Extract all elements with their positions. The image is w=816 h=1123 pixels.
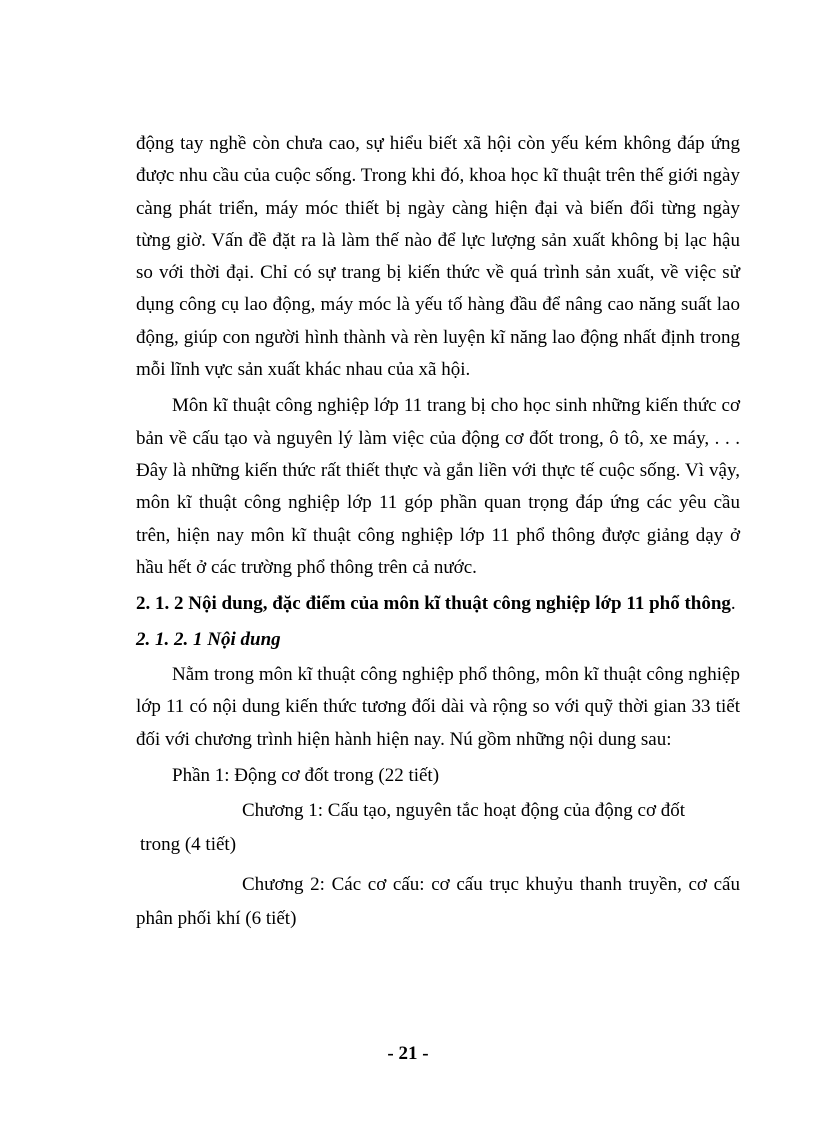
section-heading-period: . xyxy=(730,593,736,615)
chapter-2-line-2: phân phối khí (6 tiết) xyxy=(136,908,297,930)
body-paragraph-2: Môn kĩ thuật công nghiệp lớp 11 trang bị cho học sinh những kiến thức cơ bản về cấu tạo và nguyên lý làm việc của động cơ đốt trong, ô tô, xe máy, . . . Đây là những kiến thức rất thiết thực và gắn liền với thực tế cuộc sống. Vì vậy, môn kĩ thuật công nghiệp lớp 11 góp phần quan trọng đáp ứng các yêu cầu trên, hiện nay môn kĩ thuật công nghiệp lớp 11 phổ thông được giảng dạy ở hầu hết ở các trường phổ thông trên cả nước. xyxy=(136,395,740,578)
body-paragraph-1: động tay nghề còn chưa cao, sự hiểu biết xã hội còn yếu kém không đáp ứng được nhu cầu của cuộc sống. Trong khi đó, khoa học kĩ thuật trên thế giới ngày càng phát triển, máy móc thiết bị ngày càng hiện đại và biến đổi từng ngày từng giờ. Vấn đề đặt ra là làm thế nào để lực lượng sản xuất không bị lạc hậu so với thời đại. Chỉ có sự trang bị kiến thức về quá trình sản xuất, về việc sử dụng công cụ lao động, máy móc là yếu tố hàng đầu để nâng cao năng suất lao động, giúp con người hình thành và rèn luyện kĩ năng lao động nhất định trong mỗi lĩnh vực sản xuất khác nhau của xã hội. xyxy=(136,133,740,381)
section-heading xyxy=(136,588,740,620)
page-content xyxy=(136,128,740,936)
chapter-2-line-1: Chương 2: Các cơ cấu: cơ cấu trục khuỷu thanh truyền, cơ cấu xyxy=(242,874,740,896)
chapter-2-item xyxy=(136,868,740,936)
chapter-1-line-1: Chương 1: Cấu tạo, nguyên tắc hoạt động của động cơ đốt xyxy=(242,800,686,822)
body-paragraph-3: Nằm trong môn kĩ thuật công nghiệp phổ thông, môn kĩ thuật công nghiệp lớp 11 có nội dung kiến thức tương đối dài và rộng so với quỹ thời gian 33 tiết đối với chương trình hiện hành hiện nay. Nú gồm những nội dung sau: xyxy=(136,664,740,750)
chapter-1-item xyxy=(136,794,740,862)
part-1-line: Phần 1: Động cơ đốt trong (22 tiết) xyxy=(172,765,440,787)
subsection-heading: 2. 1. 2. 1 Nội dung xyxy=(136,629,281,651)
chapter-1-line-2: trong (4 tiết) xyxy=(140,834,237,856)
page-number: - 21 - xyxy=(387,1043,429,1064)
section-heading-text: 2. 1. 2 Nội dung, đặc điểm của môn kĩ thuật công nghiệp lớp 11 phổ thông xyxy=(136,593,731,615)
